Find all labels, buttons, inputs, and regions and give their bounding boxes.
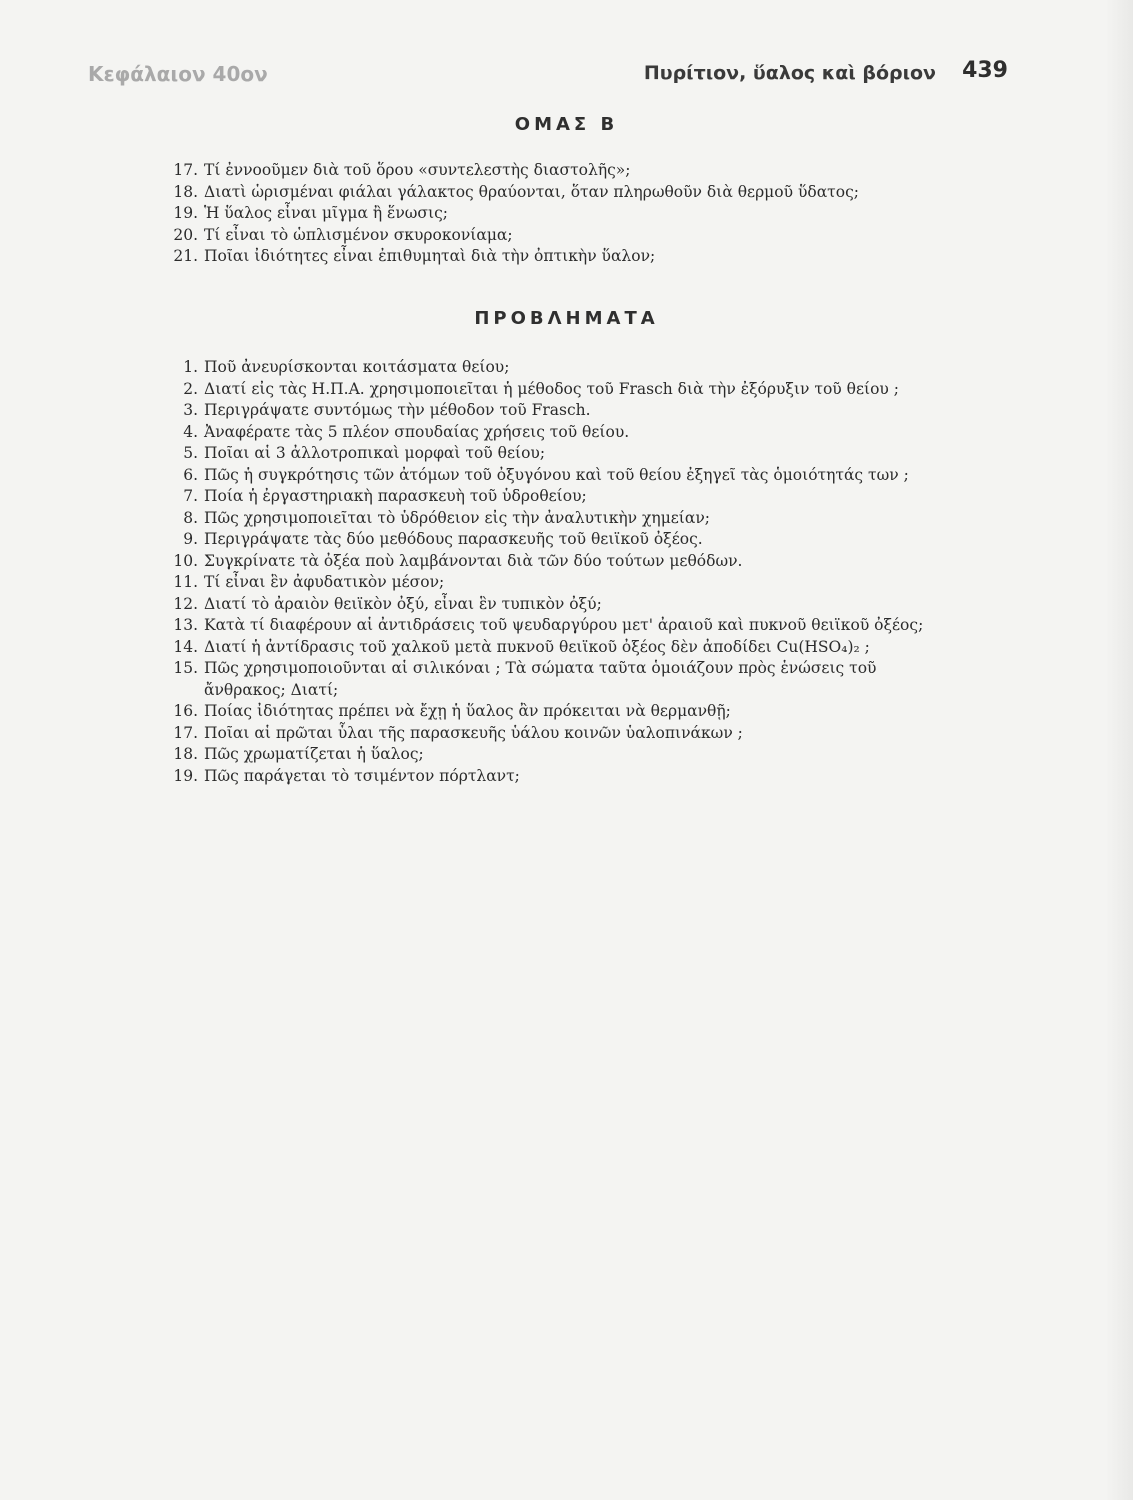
item-number: 3. — [183, 401, 198, 419]
list-item — [168, 400, 948, 422]
item-number: 5. — [183, 444, 198, 462]
item-number: 7. — [183, 487, 198, 505]
item-text: Διατί εἰς τὰς Η.Π.Α. χρησιμοποιεῖται ἡ μέθοδος τοῦ Frasch διὰ τὴν ἐξόρυξιν τοῦ θείου ; — [204, 379, 899, 398]
item-text: Ποῖαι ἰδιότητες εἶναι ἐπιθυμηταὶ διὰ τὴν ὀπτικὴν ὕαλον; — [204, 247, 656, 265]
item-number: 12. — [173, 594, 198, 613]
item-number: 18. — [173, 182, 198, 201]
item-number: 6. — [183, 465, 198, 484]
item-text: Πῶς χρωματίζεται ἡ ὕαλος; — [204, 745, 424, 763]
item-number: 4. — [183, 422, 198, 441]
list-item — [168, 572, 948, 594]
item-text: Πῶς παράγεται τὸ τσιμέντον πόρτλαντ; — [204, 766, 520, 785]
item-number: 10. — [173, 551, 198, 570]
group-b-question-list — [168, 160, 948, 268]
problems-heading: ΠΡΟΒΛΗΜΑΤΑ — [474, 308, 659, 329]
item-text: Πῶς ἡ συγκρότησις τῶν ἀτόμων τοῦ ὀξυγόνου καὶ τοῦ θείου ἐξηγεῖ τὰς ὁμοιότητάς των ; — [204, 465, 909, 484]
page-edge-shadow — [1105, 0, 1133, 1500]
item-number: 19. — [173, 204, 198, 222]
item-text: Τί εἶναι τὸ ὡπλισμένον σκυροκονίαμα; — [204, 225, 513, 244]
list-item — [168, 465, 948, 487]
list-item — [168, 443, 948, 465]
item-number: 2. — [183, 379, 198, 398]
item-number: 13. — [173, 616, 198, 634]
item-text: Ποία ἡ ἐργαστηριακὴ παρασκευὴ τοῦ ὑδροθείου; — [204, 487, 587, 505]
item-text: Ποῖαι αἱ πρῶται ὗλαι τῆς παρασκευῆς ὑάλου κοινῶν ὑαλοπινάκων ; — [204, 723, 743, 742]
item-number: 18. — [173, 745, 198, 763]
item-text: Περιγράψατε συντόμως τὴν μέθοδον τοῦ Frasch. — [204, 401, 591, 419]
item-text: Διατί ἡ ἀντίδρασις τοῦ χαλκοῦ μετὰ πυκνοῦ θειϊκοῦ ὀξέος δὲν ἀποδίδει Cu(HSO₄)₂ ; — [204, 637, 870, 656]
item-number: 20. — [173, 225, 198, 244]
problems-list — [168, 357, 948, 787]
group-b-heading: ΟΜΑΣ Β — [514, 114, 619, 135]
list-item — [168, 160, 948, 182]
item-number: 21. — [173, 247, 198, 265]
list-item — [168, 637, 948, 659]
page-number: 439 — [962, 58, 1008, 83]
list-item — [168, 422, 948, 444]
item-text: Ποίας ἰδιότητας πρέπει νὰ ἔχῃ ἡ ὕαλος ἂν πρόκειται νὰ θερμανθῇ; — [204, 702, 731, 720]
item-number: 19. — [173, 766, 198, 785]
list-item — [168, 744, 948, 766]
list-item — [168, 594, 948, 616]
list-item — [168, 486, 948, 508]
list-item — [168, 615, 948, 637]
item-text: Ποῦ ἀνευρίσκονται κοιτάσματα θείου; — [204, 358, 510, 376]
item-number: 14. — [173, 637, 198, 656]
list-item — [168, 182, 948, 204]
item-number: 9. — [183, 530, 198, 548]
list-item — [168, 551, 948, 573]
list-item — [168, 529, 948, 551]
item-text: Πῶς χρησιμοποιοῦνται αἱ σιλικόναι ; Τὰ σώματα ταῦτα ὁμοιάζουν πρὸς ἑνώσεις τοῦ ἄνθρακος; Διατί; — [204, 659, 877, 699]
page-header — [88, 58, 1008, 94]
item-text: Πῶς χρησιμοποιεῖται τὸ ὑδρόθειον εἰς τὴν ἀναλυτικὴν χημείαν; — [204, 508, 710, 527]
list-item — [168, 723, 948, 745]
item-number: 15. — [173, 659, 198, 677]
item-text: Ἀναφέρατε τὰς 5 πλέον σπουδαίας χρήσεις τοῦ θείου. — [204, 422, 630, 441]
item-number: 1. — [183, 358, 198, 376]
running-head-chapter: Κεφάλαιον 40ον — [88, 62, 268, 86]
item-number: 8. — [183, 508, 198, 527]
item-text: Κατὰ τί διαφέρουν αἱ ἀντιδράσεις τοῦ ψευδαργύρου μετ' ἀραιοῦ καὶ πυκνοῦ θειϊκοῦ ὀξέος; — [204, 616, 924, 634]
list-item — [168, 357, 948, 379]
item-text: Ἡ ὕαλος εἶναι μῖγμα ἢ ἕνωσις; — [204, 204, 448, 222]
list-item — [168, 246, 948, 268]
item-text: Ποῖαι αἱ 3 ἀλλοτροπικαὶ μορφαὶ τοῦ θείου; — [204, 444, 546, 462]
item-text: Τί ἐννοοῦμεν διὰ τοῦ ὅρου «συντελεστὴς διαστολῆς»; — [204, 161, 631, 179]
list-item — [168, 508, 948, 530]
item-number: 16. — [173, 702, 198, 720]
item-text: Διατὶ ὡρισμέναι φιάλαι γάλακτος θραύονται, ὅταν πληρωθοῦν διὰ θερμοῦ ὕδατος; — [204, 182, 859, 201]
running-head-title: Πυρίτιον, ὕαλος καὶ βόριον — [643, 62, 936, 84]
list-item — [168, 766, 948, 788]
list-item — [168, 203, 948, 225]
list-item — [168, 379, 948, 401]
item-number: 17. — [173, 161, 198, 179]
list-item — [168, 701, 948, 723]
item-number: 11. — [173, 573, 198, 591]
item-text: Συγκρίνατε τὰ ὀξέα ποὺ λαμβάνονται διὰ τῶν δύο τούτων μεθόδων. — [204, 551, 743, 570]
item-number: 17. — [173, 723, 198, 742]
list-item — [168, 658, 948, 701]
item-text: Διατί τὸ ἀραιὸν θειϊκὸν ὀξύ, εἶναι ἓν τυπικὸν ὀξύ; — [204, 594, 602, 613]
item-text: Τί εἶναι ἓν ἀφυδατικὸν μέσον; — [204, 573, 445, 591]
item-text: Περιγράψατε τὰς δύο μεθόδους παρασκευῆς τοῦ θειϊκοῦ ὀξέος. — [204, 530, 703, 548]
list-item — [168, 225, 948, 247]
